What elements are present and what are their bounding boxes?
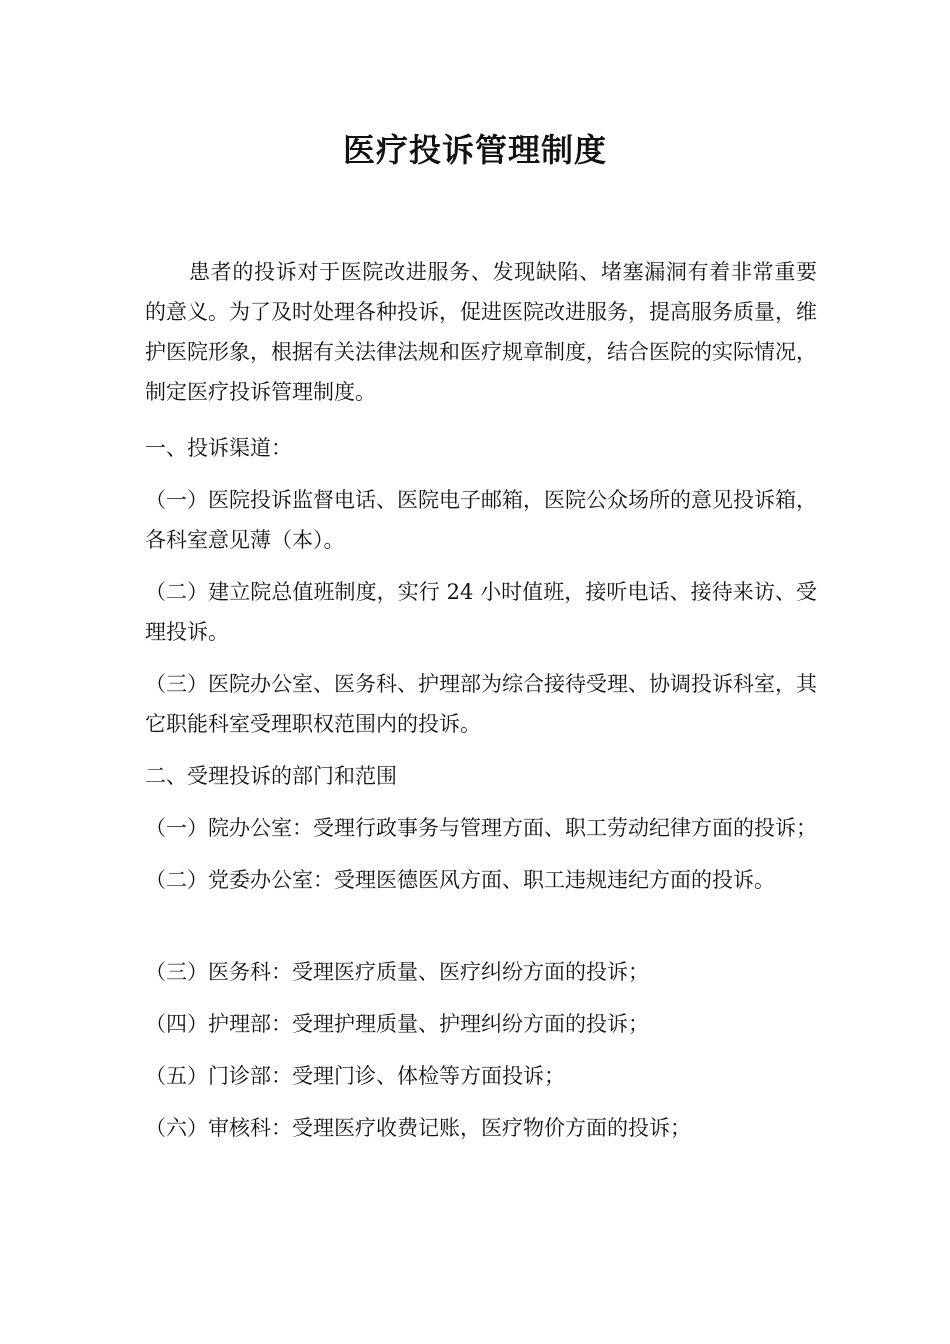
intro-paragraph: 患者的投诉对于医院改进服务、发现缺陷、堵塞漏洞有着非常重要的意义。为了及时处理各种投诉，促进医院改进服务，提高服务质量，维护医院形象，根据有关法律法规和医疗规章制度，结合医院的实际情况，制定医疗投诉管理制度。: [145, 260, 817, 404]
department-item-4: （四）护理部：受理护理质量、护理纠纷方面的投诉；: [145, 1012, 649, 1036]
department-item-3: （三）医务科：受理医疗质量、医疗纠纷方面的投诉；: [145, 960, 649, 984]
department-item-6: （六）审核科：受理医疗收费记账，医疗物价方面的投诉；: [145, 1116, 691, 1140]
channel-item-2: （二）建立院总值班制度，实行 24 小时值班，接听电话、接待来访、受理投诉。: [145, 580, 817, 644]
section-heading-channels: 一、投诉渠道：: [145, 436, 292, 460]
department-item-2: （二）党委办公室：受理医德医风方面、职工违规违纪方面的投诉。: [145, 868, 775, 892]
channel-item-3: （三）医院办公室、医务科、护理部为综合接待受理、协调投诉科室，其它职能科室受理职权范围内的投诉。: [145, 672, 817, 736]
document-title: 医疗投诉管理制度: [342, 131, 607, 169]
department-item-5: （五）门诊部：受理门诊、体检等方面投诉；: [145, 1064, 565, 1088]
document-body: [145, 252, 817, 1148]
channel-item-1: （一）医院投诉监督电话、医院电子邮箱，医院公众场所的意见投诉箱，各科室意见薄（本）。: [145, 488, 817, 552]
department-item-1: （一）院办公室：受理行政事务与管理方面、职工劳动纪律方面的投诉；: [145, 816, 817, 840]
section-heading-departments: 二、受理投诉的部门和范围: [145, 764, 397, 788]
